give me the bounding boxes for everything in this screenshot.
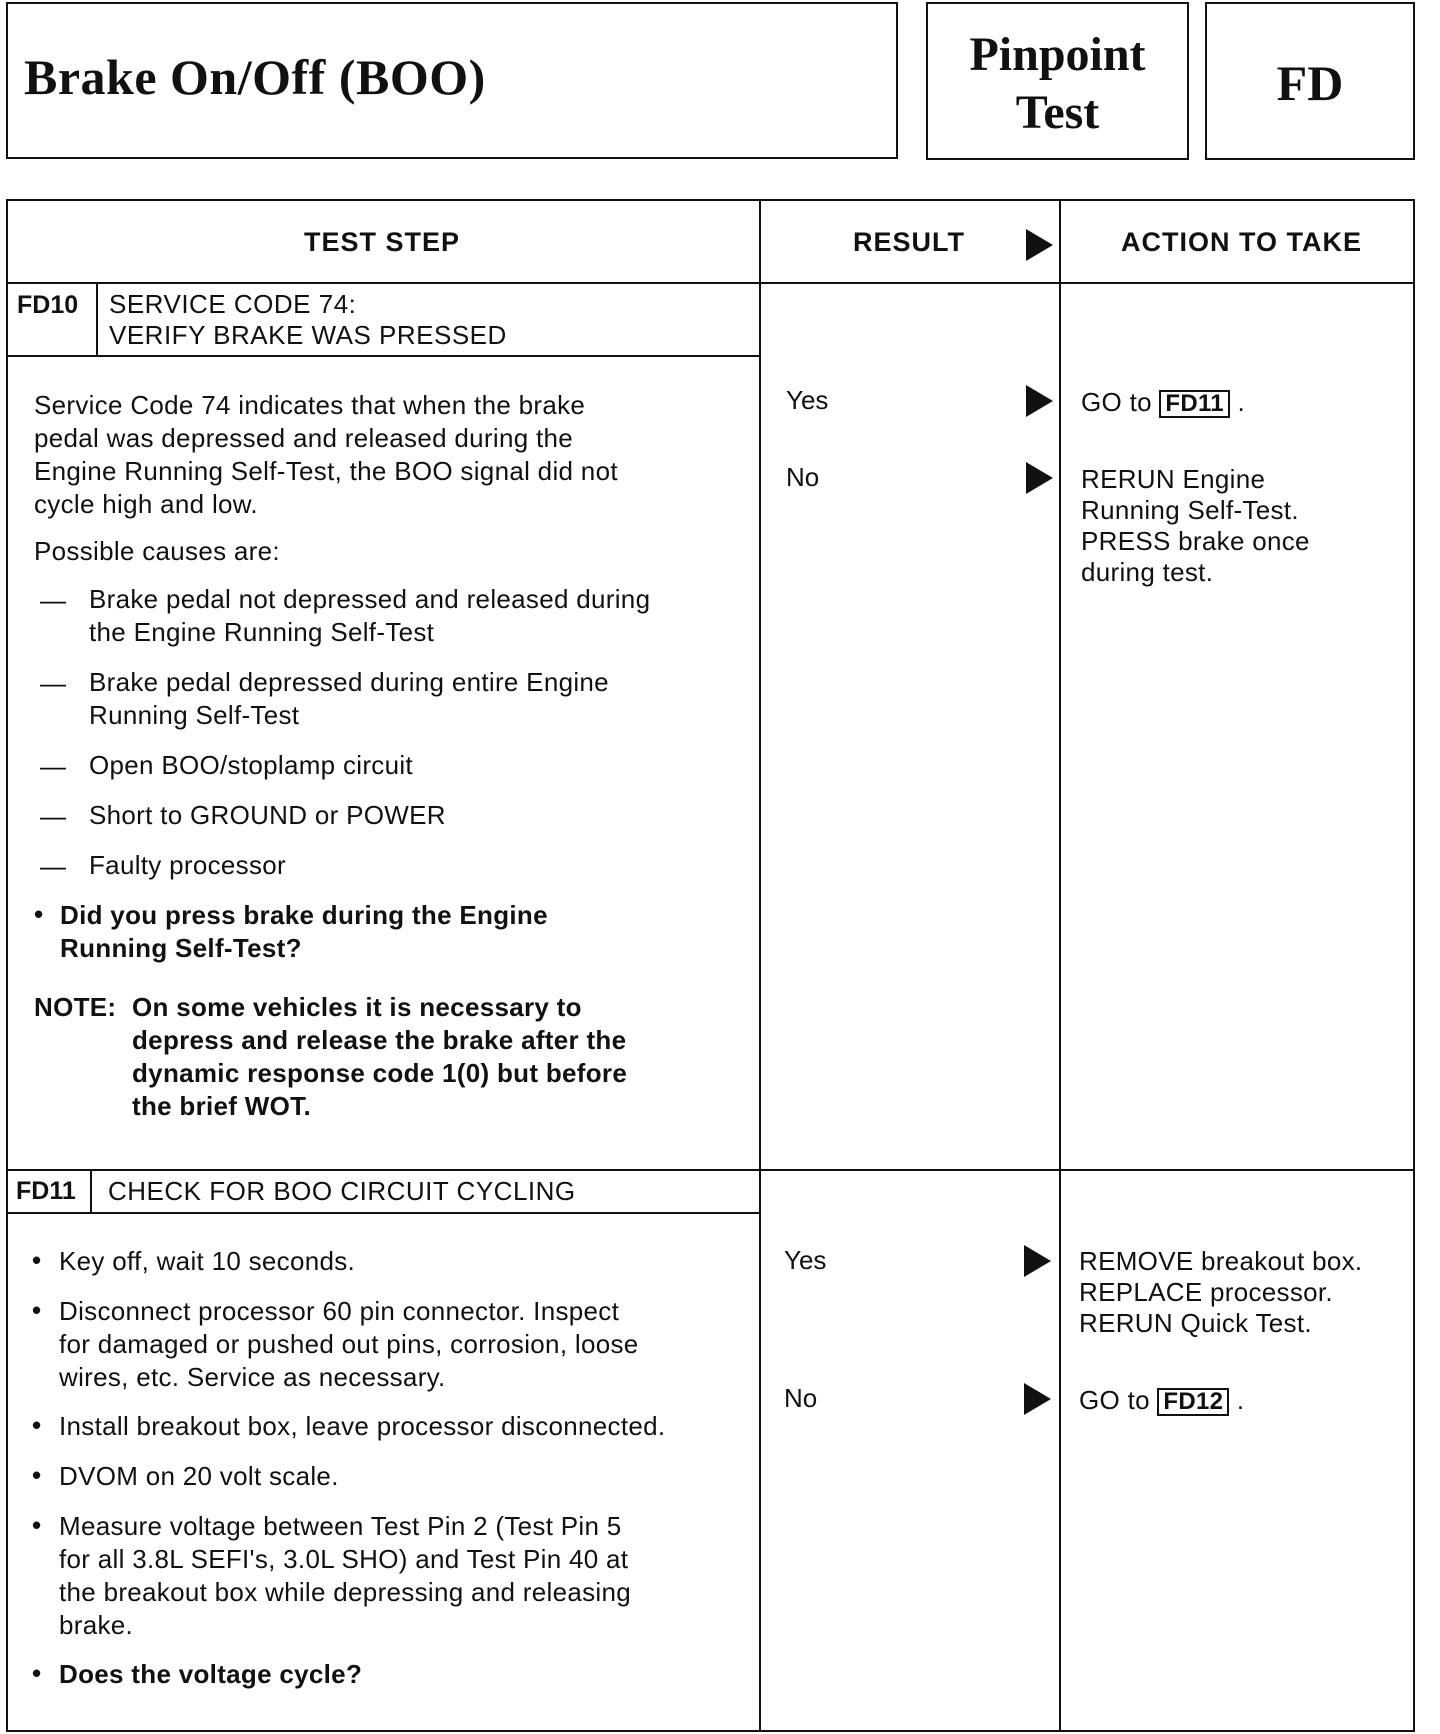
pinpoint-test-label <box>928 26 1187 142</box>
col-header-result: RESULT <box>853 227 965 257</box>
cause-dash: — <box>40 851 66 881</box>
note-line: dynamic response code 1(0) but before <box>132 1058 628 1088</box>
step-line: for all 3.8L SEFI's, 3.0L SHO) and Test Pin 40 at <box>59 1544 629 1574</box>
step-bullet: • <box>32 1410 42 1440</box>
fd11-step: Key off, wait 10 seconds. <box>59 1246 356 1276</box>
fd10-result-yes: Yes <box>786 385 829 415</box>
page-title: Brake On/Off (BOO) <box>24 49 486 105</box>
fd10-note <box>132 991 627 1123</box>
step-line: the breakout box while depressing and releasing <box>59 1577 632 1607</box>
fd11-title-divider <box>8 1212 759 1214</box>
fd10-intro-line: cycle high and low. <box>34 489 258 519</box>
fd10-code: FD10 <box>17 291 79 319</box>
cause-line: Brake pedal depressed during entire Engine <box>89 667 609 697</box>
column-divider-1 <box>759 201 761 1730</box>
fd10-result-no: No <box>786 462 820 492</box>
action-text: GO to <box>1079 1385 1150 1415</box>
step-bullet: • <box>32 1510 42 1540</box>
test-code: FD <box>1276 55 1344 111</box>
fd10-intro <box>34 389 618 521</box>
action-suffix: . <box>1236 1385 1245 1415</box>
fd11-step <box>59 1295 639 1394</box>
cause-item <box>89 666 609 732</box>
fd11-code-divider <box>90 1169 92 1214</box>
action-line: RERUN Quick Test. <box>1079 1308 1312 1338</box>
fd11-action-yes <box>1079 1246 1362 1339</box>
action-suffix: . <box>1237 387 1246 417</box>
result-arrow-icon <box>1024 1245 1051 1277</box>
column-divider-2 <box>1059 201 1061 1730</box>
fd11-section-divider <box>8 1169 1413 1171</box>
cause-item: Faulty processor <box>89 850 286 880</box>
fd11-result-yes: Yes <box>784 1245 827 1275</box>
fd10-intro-line: pedal was depressed and released during the <box>34 423 574 453</box>
fd11-title: CHECK FOR BOO CIRCUIT CYCLING <box>108 1176 576 1206</box>
cause-line: Brake pedal not depressed and released during <box>89 584 651 614</box>
fd10-title-line2: VERIFY BRAKE WAS PRESSED <box>109 320 507 350</box>
fd11-question: Does the voltage cycle? <box>59 1659 363 1689</box>
cause-line: Running Self-Test <box>89 700 300 730</box>
question-line: Running Self-Test? <box>60 933 302 963</box>
cause-dash: — <box>40 801 66 831</box>
action-line: REMOVE breakout box. <box>1079 1246 1363 1276</box>
action-text: GO to <box>1081 387 1152 417</box>
fd10-intro-line: Engine Running Self-Test, the BOO signal did not <box>34 456 618 486</box>
step-line: Measure voltage between Test Pin 2 (Test Pin 5 <box>59 1511 622 1541</box>
action-line: RERUN Engine <box>1081 464 1266 494</box>
step-reference-fd11[interactable]: FD11 <box>1159 390 1230 418</box>
note-line: On some vehicles it is necessary to <box>132 992 582 1022</box>
test-code-box <box>1205 2 1415 160</box>
question-bullet: • <box>34 899 44 929</box>
pinpoint-line2: Test <box>1015 86 1100 139</box>
col-header-action: ACTION TO TAKE <box>1121 227 1362 257</box>
step-line: brake. <box>59 1610 134 1640</box>
fd11-step <box>59 1510 631 1642</box>
action-line: during test. <box>1081 557 1214 587</box>
fd10-title <box>109 289 507 351</box>
question-bullet: • <box>32 1658 42 1688</box>
action-line: Running Self-Test. <box>1081 495 1299 525</box>
cause-item <box>89 583 650 649</box>
title-box <box>6 2 898 159</box>
cause-dash: — <box>40 668 66 698</box>
step-line: wires, etc. Service as necessary. <box>59 1362 446 1392</box>
fd10-note-label: NOTE: <box>34 992 117 1022</box>
note-line: depress and release the brake after the <box>132 1025 627 1055</box>
fd10-title-divider <box>8 355 759 357</box>
result-arrow-icon <box>1024 1383 1051 1415</box>
step-bullet: • <box>32 1245 42 1275</box>
fd10-intro-line: Service Code 74 indicates that when the brake <box>34 390 586 420</box>
question-line: Did you press brake during the Engine <box>60 900 548 930</box>
fd10-code-divider <box>96 282 98 357</box>
col-header-test-step: TEST STEP <box>304 227 461 257</box>
fd11-step: DVOM on 20 volt scale. <box>59 1461 339 1491</box>
step-line: for damaged or pushed out pins, corrosion, loose <box>59 1329 639 1359</box>
result-arrow-icon <box>1026 385 1053 417</box>
result-arrow-icon <box>1026 229 1053 261</box>
cause-dash: — <box>40 585 66 615</box>
fd10-possible-causes: Possible causes are: <box>34 536 280 566</box>
action-line: PRESS brake once <box>1081 526 1310 556</box>
fd10-action-yes <box>1081 387 1245 418</box>
cause-dash: — <box>40 751 66 781</box>
fd11-step: Install breakout box, leave processor disconnected. <box>59 1411 666 1441</box>
pinpoint-table <box>6 199 1415 1732</box>
fd10-title-line1: SERVICE CODE 74: <box>109 289 357 319</box>
step-reference-fd12[interactable]: FD12 <box>1157 1388 1229 1416</box>
result-arrow-icon <box>1026 462 1053 494</box>
header-divider <box>8 282 1413 284</box>
fd10-question <box>60 899 548 965</box>
step-line: Disconnect processor 60 pin connector. Inspect <box>59 1296 620 1326</box>
cause-line: the Engine Running Self-Test <box>89 617 435 647</box>
cause-item: Short to GROUND or POWER <box>89 800 446 830</box>
action-line: REPLACE processor. <box>1079 1277 1333 1307</box>
fd10-action-no <box>1081 464 1310 588</box>
fd11-code: FD11 <box>16 1177 76 1205</box>
fd11-action-no <box>1079 1385 1244 1416</box>
note-line: the brief WOT. <box>132 1091 311 1121</box>
step-bullet: • <box>32 1460 42 1490</box>
pinpoint-line1: Pinpoint <box>969 28 1146 81</box>
step-bullet: • <box>32 1295 42 1325</box>
cause-item: Open BOO/stoplamp circuit <box>89 750 413 780</box>
fd11-result-no: No <box>784 1383 818 1413</box>
pinpoint-test-box <box>926 2 1189 160</box>
